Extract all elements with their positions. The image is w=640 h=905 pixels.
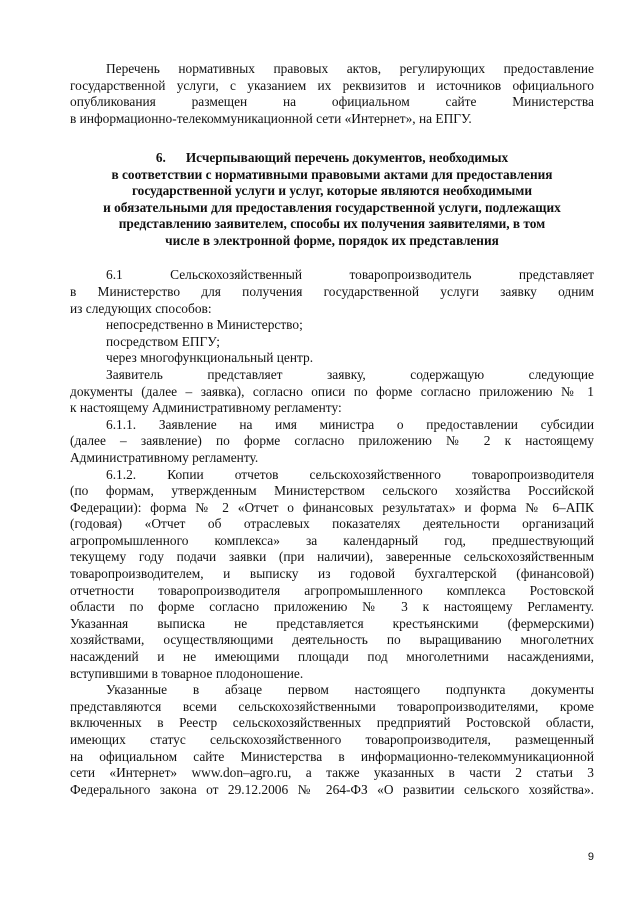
text-line: Указанные в абзаце первом настоящего подпункта документы (106, 682, 594, 698)
text-line: хозяйствами, осуществляющими деятельность по выращиванию многолетних (70, 632, 594, 648)
text-line: 6.1 Сельскохозяйственный товаропроизводитель представляет (106, 267, 594, 283)
list-item: посредством ЕПГУ; (106, 333, 220, 349)
text-line: отчетности товаропроизводителя агропромышленного комплекса Ростовской (70, 582, 594, 598)
heading-line: и обязательными для предоставления государственной услуги, подлежащих (103, 199, 561, 215)
text-line: документы (далее – заявка), согласно описи по форме согласно приложению № 1 (70, 383, 594, 399)
page-number: 9 (587, 851, 594, 863)
text-line: в информационно-телекоммуникационной сети «Интернет», на ЕПГУ. (70, 110, 472, 126)
text-line: Перечень нормативных правовых актов, регулирующих предоставление (106, 61, 594, 76)
text-line: области по форме согласно приложению № 3 к настоящему Регламенту. (70, 599, 594, 615)
text-line: на официальном сайте Министерства в информационно-телекоммуникационной (70, 748, 594, 764)
text-line: насаждений и не имеющими площади под многолетними насаждениями, (70, 649, 594, 665)
text-line: сети «Интернет» www.don–agro.ru, а также указанных в части 2 статьи 3 (70, 765, 594, 781)
text-line: текущему году подачи заявки (при наличии), заверенные сельскохозяйственным (70, 549, 594, 565)
text-line: Указанная выписка не представляется крестьянскими (фермерскими) (70, 615, 594, 631)
text-line: государственной услуги, с указанием их реквизитов и источников официального (70, 77, 594, 93)
text-line: в Министерство для получения государственной услуги заявку одним (70, 283, 594, 299)
text-line: представляются всеми сельскохозяйственными товаропроизводителями, кроме (70, 698, 594, 714)
heading-line: 6. Исчерпывающий перечень документов, необходимых (155, 150, 509, 166)
text-line: вступившими в товарное плодоношение. (70, 665, 304, 681)
paragraph-documents (70, 682, 594, 798)
text-line: имеющих статус сельскохозяйственного товаропроизводителя, размещенный (70, 732, 594, 747)
text-line: из следующих способов: (70, 300, 212, 316)
text-line: Административному регламенту. (70, 449, 259, 465)
list-item: через многофункциональный центр. (106, 350, 314, 366)
paragraph-6-1-2 (70, 467, 594, 683)
text-line: товаропроизводителем, и выписку из годовой бухгалтерской (финансовой) (70, 566, 594, 582)
paragraph-6-1 (70, 267, 594, 416)
section-heading (70, 150, 594, 249)
list-item: непосредственно в Министерство; (106, 317, 303, 333)
text-line: включенных в Реестр сельскохозяйственных предприятий Ростовской области, (70, 715, 594, 731)
text-line: (годовая) «Отчет об отраслевых показателях деятельности организаций (70, 516, 594, 532)
heading-line: числе в электронной форме, порядок их представления (165, 232, 499, 248)
text-line: Заявитель представляет заявку, содержащую следующие (106, 366, 594, 382)
text-line: к настоящему Административному регламенту: (70, 400, 342, 416)
intro-paragraph (70, 61, 594, 127)
page-content (70, 61, 594, 798)
text-line: опубликования размещен на официальном сайте Министерства (70, 94, 594, 110)
text-line: Федерального закона от 29.12.2006 № 264-ФЗ «О развитии сельского хозяйства». (70, 781, 594, 797)
text-line: (далее – заявление) по форме согласно приложению № 2 к настоящему (70, 433, 594, 449)
text-line: агропромышленного комплекса» за календарный год, предшествующий (70, 532, 594, 548)
text-line: Федерации): форма № 2 «Отчет о финансовых результатах» и форма № 6–АПК (70, 499, 594, 515)
heading-line: представлению заявителем, способы их получения заявителями, в том (118, 216, 546, 232)
text-line: (по формам, утвержденным Министерством сельского хозяйства Российской (70, 483, 594, 499)
heading-line: государственной услуги и услуг, которые являются необходимыми (131, 183, 533, 199)
paragraph-6-1-1 (70, 417, 594, 467)
text-line: 6.1.1. Заявление на имя министра о предоставлении субсидии (106, 416, 594, 432)
text-line: 6.1.2. Копии отчетов сельскохозяйственного товаропроизводителя (106, 466, 594, 482)
section-number: 6. (155, 150, 166, 166)
heading-line: в соответствии с нормативными правовыми актами для предоставления (111, 166, 553, 182)
